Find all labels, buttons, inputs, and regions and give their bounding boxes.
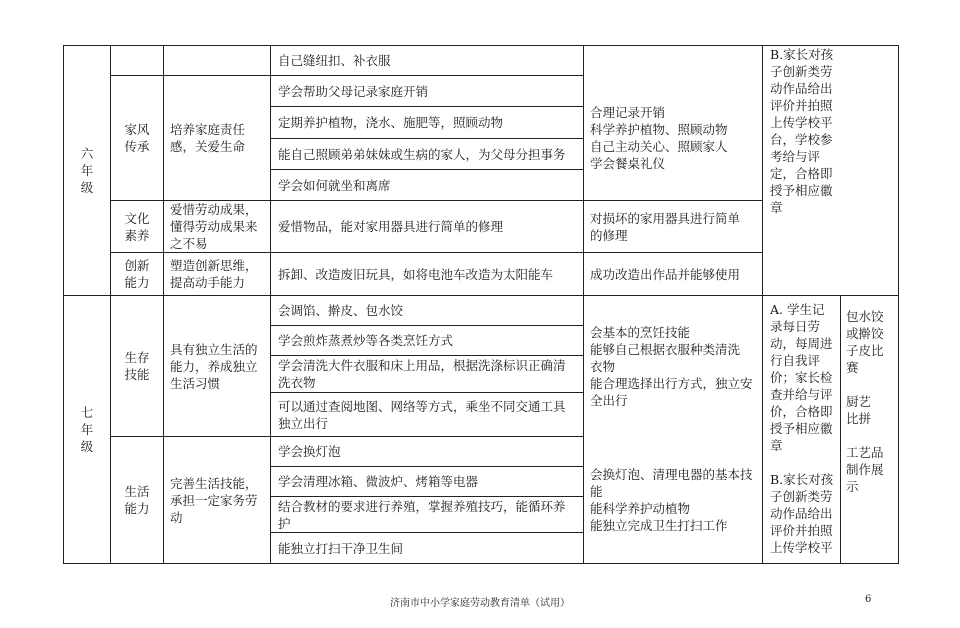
category-innovation: 创新 能力	[124, 258, 150, 290]
col-line-5	[762, 45, 763, 564]
standard-culture: 对损坏的家用器具进行简单 的修理	[590, 210, 741, 243]
category-culture: 文化 素养	[124, 210, 150, 243]
grade-label: 六 年 级	[80, 146, 94, 195]
task-item: 拆卸、改造废旧玩具，如将电池车改造为太阳能车	[278, 266, 554, 282]
goal-family: 培养家庭责任 感，关爱生命	[170, 122, 246, 154]
task-item: 定期养护植物，浇水、施肥等，照顾动物	[278, 115, 504, 130]
category-life: 生活 能力	[124, 484, 150, 516]
standard-family: 合理记录开销 科学养护植物、照顾动物 自己主动关心、照顾家人 学会餐桌礼仪	[590, 105, 728, 171]
goal-survival: 具有独立生活的 能力，养成独立 生活习惯	[170, 341, 258, 391]
col-line-2	[163, 45, 164, 564]
task-item: 学会如何就坐和离席	[278, 177, 391, 193]
standard-survival: 会基本的烹饪技能 能够自己根据衣服种类清洗 衣物 能合理选择出行方式，独立安 全出行	[590, 324, 753, 408]
task-item: 能自己照顾弟弟妹妹或生病的家人，为父母分担事务	[278, 146, 566, 162]
task-item: 学会清洗大件衣服和床上用品，根据洗涤标识正确清 洗衣物	[278, 358, 566, 390]
task-item: 学会换灯泡	[278, 444, 341, 459]
col-line-4	[583, 45, 584, 564]
border-bottom	[63, 563, 899, 564]
standard-life: 会换灯泡、清理电器的基本技 能 能科学养护动植物 能独立完成卫生打扫工作	[590, 467, 753, 533]
task-item: 可以通过查阅地图、网络等方式，乘坐不同交通工具 独立出行	[278, 398, 566, 431]
task-item: 学会清理冰箱、微波炉、烤箱等电器	[278, 474, 479, 489]
task-item: 自己缝纽扣、补衣服	[278, 53, 391, 68]
col-line-3	[270, 45, 271, 564]
evaluation-grade6: B.家长对孩 子创新类劳 动作品给出 评价并拍照 上传学校平 台，学校参 考给与评 定，合格即 授予相应徽 章	[770, 47, 834, 215]
task-item: 能独立打扫干净卫生间	[278, 540, 404, 556]
category-survival: 生存 技能	[124, 350, 150, 382]
activity-grade7: 包水饺 或擀饺 子皮比 赛 厨艺 比拼 工艺品 制作展 示	[846, 309, 884, 494]
task-item: 会调馅、擀皮、包水饺	[278, 303, 404, 318]
goal-culture: 爱惜劳动成果， 懂得劳动成果来 之不易	[170, 202, 258, 251]
task-item: 学会帮助父母记录家庭开销	[278, 83, 429, 99]
goal-innovation: 塑造创新思维， 提高动手能力	[170, 258, 258, 290]
task-item: 结合教材的要求进行养殖，掌握养殖技巧，能循环养 护	[278, 498, 566, 531]
footer-title: 济南市中小学家庭劳动教育清单（试用）	[390, 598, 570, 609]
evaluation-grade7: A. 学生记 录每日劳 动，每周进 行自我评 价；家长检 查并给与评 价，合格即 授予相应徽 章 B.家长对孩 子创新类劳 动作品给出 评价并拍照 上传学校平	[770, 302, 834, 555]
standard-innovation: 成功改造出作品并能够使用	[590, 266, 741, 282]
goal-life: 完善生活技能， 承担一定家务劳 动	[170, 475, 258, 525]
category-family: 家风 传承	[124, 122, 150, 154]
page-number: 6	[865, 594, 872, 605]
col-line-6	[840, 295, 841, 564]
task-item: 学会煎炸蒸煮炒等各类烹饪方式	[278, 333, 454, 348]
border-right	[898, 45, 899, 564]
task-item: 爱惜物品，能对家用器具进行简单的修理	[278, 219, 504, 234]
grade-label: 七 年 级	[80, 405, 94, 454]
